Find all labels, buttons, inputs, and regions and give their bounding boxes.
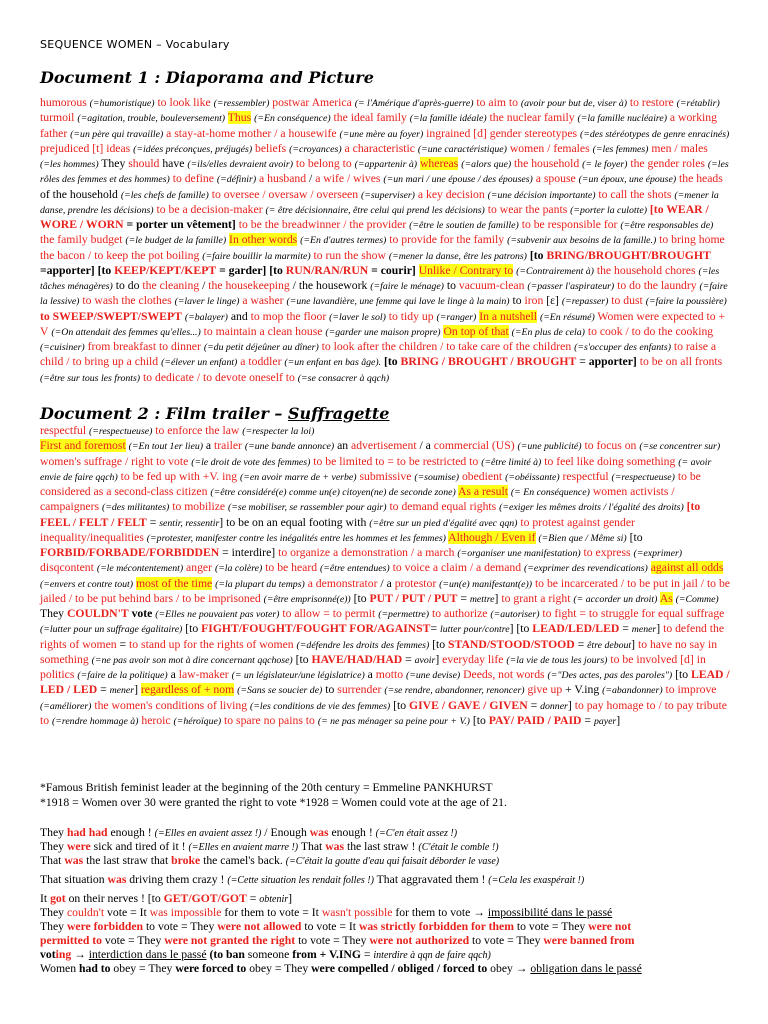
expression-line: They were sick and tired of it ! (=Elles en avaient marre !) That was the last straw ! (C'était le comble !) [40, 840, 499, 853]
expression-line: They couldn't vote = It was impossible for them to vote = It wasn't possible for them to vote → impossibilité dans le passé [40, 906, 613, 919]
expression-line: Women had to obey = They were forced to obey = They were compelled / obliged / forced to obey → obligation dans le passé [40, 962, 642, 975]
expression-line: They had had enough ! (=Elles en avaient assez !) / Enough was enough ! (=C'en était assez !) [40, 826, 458, 839]
document-1-vocabulary: humorous (=humoristique) to look like (=ressembler) postwar America (= l'Amérique d'après-guerre) to aim to (avoir pour but de, viser à) to restore (=rétablir) turmoil (=agitation, trouble, bouleversement) Thus (=En conséquence) the ideal family (=la famille idéale) the nuclear family (=la famille nucléaire) a working father (=un père qui travaille) a stay-at-home mother / a housewife (=une mère au foyer) ingrained [d] gender stereotypes (=des stéréotypes de genre enracinés) prejudiced [t] ideas (=idées préconçues, préjugés) beliefs (=croyances) a characteristic (=une caractéristique) women / females (=les femmes) men / males (=les hommes) They should have (=ils/elles devraient avoir) to belong to (=appartenir à) whereas (=alors que) the household (= le foyer) the gender roles (=les rôles des femmes et des hommes) to define (=définir) a husband / a wife / wives (=un mari / une épouse / des épouses) a spouse (=un époux, une épouse) the heads of the household (=les chefs de famille) to oversee / oversaw / overseen (=superviser) a key decision (=une décision importante) to call the shots (=mener la danse, prendre les décisions) to be a decision-maker (= être décisionnaire, être celui qui prend les décisions) to wear the pants (=porter la culotte) [to WEAR / WORE / WORN = porter un vêtement] to be the breadwinner / the provider (=être le soutien de famille) to be responsible for (=être responsables de) the family budget (=le budget de la famille) In other words (=En d'autres termes) to provide for the family (=subvenir aux besoins de la famille.) to bring home the bacon / to keep the pot boiling (=faire bouillir la marmite) to run the show (=mener la danse, être les patrons) [to BRING/BROUGHT/BROUGHT =apporter] [to KEEP/KEPT/KEPT = garder] [to RUN/RAN/RUN = courir] Unlike / Contrary to (=Contrairement à) the household chores (=les tâches ménagères) to do the cleaning / the housekeeping / the housework (=faire le ménage) to vacuum-clean (=passer l'aspirateur) to do the laundry (=faire la lessive) to wash the clothes (=laver le linge) a washer (=une lavandière, une femme qui lave le linge à la main) to iron [ɛ] (=repasser) to dust (=faire la poussière) to SWEEP/SWEPT/SWEPT (=balayer) and to mop the floor (=laver le sol) to tidy up (=ranger) In a nutshell (=En résumé) Women were expected to + V (=On attendait des femmes qu'elles...) to maintain a clean house (=garder une maison propre) On top of that (=En plus de cela) to cook / to do the cooking (=cuisiner) from breakfast to dinner (=du petit déjeûner au dîner) to look after the children / to take care of the children (=s'occuper des enfants) to raise a child / to bring up a child (=élever un enfant) a toddler (=un enfant en bas âge). [to BRING / BROUGHT / BROUGHT = apporter] to be on all fronts (=être sur tous les fronts) to dedicate / to devote oneself to (=se consacrer à qqch) [40, 96, 730, 384]
expression-line: That was the last straw that broke the camel's back. (=C'était la goutte d'eau qui faisait déborder le vase) [40, 854, 500, 867]
vote-dates-fact: *1918 = Women over 30 were granted the right to vote *1928 = Women could vote at the age of 21. [40, 796, 507, 809]
page-header: SEQUENCE WOMEN – Vocabulary [40, 38, 230, 51]
expression-line: That situation was driving them crazy ! (=Cette situation les rendait folles !) That aggravated them ! (=Cela les exaspérait !) [40, 873, 585, 886]
expression-line: It got on their nerves ! [to GET/GOT/GOT = obtenir] [40, 892, 293, 905]
expression-line: voting → interdiction dans le passé (to ban someone from + V.ING = interdire à qqn de faire qqch) [40, 948, 491, 961]
document-2-vocabulary: respectful (=respectueuse) to enforce the law (=respecter la loi) First and foremost (=En tout 1er lieu) a trailer (=une bande annonce) an advertisement / a commercial (US) (=une publicité) to focus on (=se concentrer sur) women's suffrage / right to vote (=le droit de vote des femmes) to be limited to = to be restricted to (=être limité à) to feel like doing something (= avoir envie de faire qqch) to be fed up with +V. ing (=en avoir marre de + verbe) submissive (=soumise) obedient (=obéissante) respectful (=respectueuse) to be considered as a second-class citizen (=être considéré(e) comme un(e) citoyen(ne) de seconde zone) As a result (= En conséquence) women activists / campaigners (=des militantes) to mobilize (=se mobiliser, se rassembler pour agir) to demand equal rights (=exiger les mêmes droits / l'égalité des droits) [to FEEL / FELT / FELT = sentir, ressentir] to be on an equal footing with (=être sur un pied d'égalité avec qqn) to protest against gender inequality/inequalities (=protester, manifester contre les inégalités entre les hommes et les femmes) Although / Even if (=Bien que / Même si) [to FORBID/FORBADE/FORBIDDEN = interdire] to organize a demonstration / a march (=organiser une manifestation) to express (=exprimer) disqcontent (=le mécontentement) anger (=la colère) to be heard (=être entendues) to voice a claim / a demand (=exprimer des revendications) against all odds (=envers et contre tout) most of the time (=la plupart du temps) a demonstrator / a protestor (=un(e) manifestant(e)) to be incarcerated / to be put in jail / to be jailed / to be put behind bars / to be imprisoned (=être emprisonné(e)) [to PUT / PUT / PUT = mettre] to grant a right (= accorder un droit) As (=Comme) They COULDN'T vote (=Elles ne pouvaient pas voter) to allow = to permit (=permettre) to authorize (=autoriser) to fight = to struggle for equal suffrage (=lutter pour un suffrage égalitaire) [to FIGHT/FOUGHT/FOUGHT FOR/AGAINST= lutter pour/contre] [to LEAD/LED/LED = mener] to defend the rights of women = to stand up for the rights of women (=défendre les droits des femmes) [to STAND/STOOD/STOOD = être debout] to have no say in something (=ne pas avoir son mot à dire concernant qqchose) [to HAVE/HAD/HAD = avoir] everyday life (=la vie de tous les jours) to be involved [d] in politics (=faire de la politique) a law-maker (= un législateur/une législatrice) a motto (=une devise) Deeds, not words (="Des actes, pas des paroles") [to LEAD / LED / LED = mener] regardless of + nom (=Sans se soucier de) to surrender (=se rendre, abandonner, renoncer) give up + V.ing (=abandonner) to improve (=améliorer) the women's conditions of living (=les conditions de vie des femmes) [to GIVE / GAVE / GIVEN = donner] to pay homage to / to pay tribute to (=rendre hommage à) heroic (=héroïque) to spare no pains to (= ne pas ménager sa peine pour + V.) [to PAY/ PAID / PAID = payer] [40, 424, 730, 727]
expression-line: They were forbidden to vote = They were not allowed to vote = It was strictly forbidden for them to vote = They were not [40, 920, 632, 933]
pankhurst-fact: *Famous British feminist leader at the beginning of the 20th century = Emmeline PANKHURST [40, 781, 493, 794]
expression-line: permitted to vote = They were not granted the right to vote = They were not authorized to vote = They were banned from [40, 934, 635, 947]
document-2-title: Document 2 : Film trailer – Suffragette [40, 404, 390, 423]
document-1-title: Document 1 : Diaporama and Picture [40, 68, 374, 87]
